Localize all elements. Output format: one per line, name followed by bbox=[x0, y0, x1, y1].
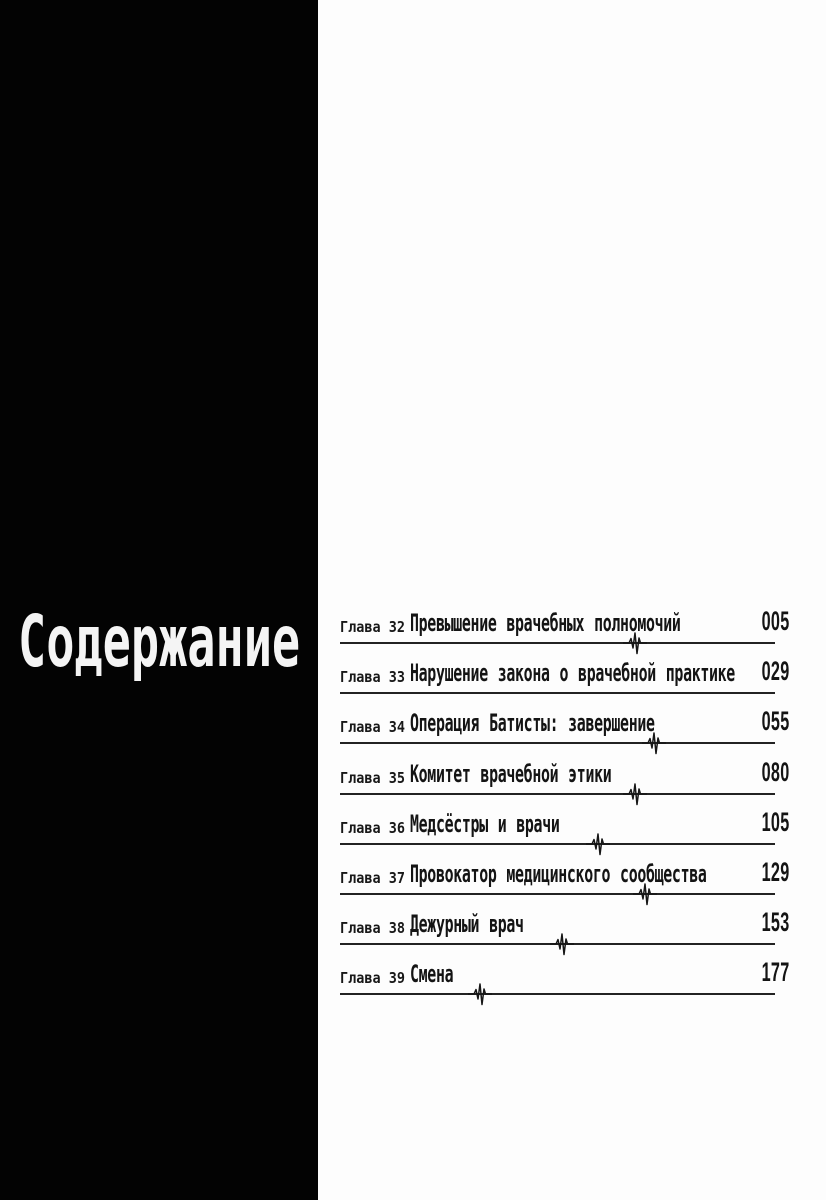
toc-entry bbox=[340, 602, 790, 644]
chapter-label: Глава 39 bbox=[340, 969, 406, 987]
page-title: Содержание bbox=[18, 600, 301, 683]
chapter-label: Глава 36 bbox=[340, 819, 406, 837]
chapter-label: Глава 34 bbox=[340, 718, 406, 736]
chapter-title: Провокатор медицинского сообщества bbox=[410, 860, 707, 888]
chapter-label: Глава 32 bbox=[340, 618, 406, 636]
toc-entry-row bbox=[340, 953, 790, 988]
entry-rule bbox=[340, 943, 775, 945]
chapter-label: Глава 37 bbox=[340, 869, 406, 887]
chapter-title: Дежурный врач bbox=[410, 910, 524, 938]
toc-entry-row bbox=[340, 652, 790, 687]
toc-entry bbox=[340, 702, 790, 744]
chapter-page-number: 177 bbox=[762, 957, 790, 987]
chapter-title: Операция Батисты: завершение bbox=[410, 709, 655, 737]
chapter-page-number: 105 bbox=[762, 807, 790, 837]
chapter-page-number: 029 bbox=[762, 656, 790, 686]
chapter-title: Смена bbox=[410, 960, 454, 988]
toc-entry bbox=[340, 953, 790, 995]
toc-entry bbox=[340, 853, 790, 895]
entry-rule bbox=[340, 843, 775, 845]
toc-entry-row bbox=[340, 702, 790, 737]
entry-rule bbox=[340, 793, 775, 795]
chapter-page-number: 055 bbox=[762, 706, 790, 736]
chapter-page-number: 153 bbox=[762, 907, 790, 937]
entry-rule bbox=[340, 893, 775, 895]
chapter-label: Глава 33 bbox=[340, 668, 406, 686]
toc-entry bbox=[340, 753, 790, 795]
chapter-label: Глава 35 bbox=[340, 769, 406, 787]
toc-entry-row bbox=[340, 602, 790, 637]
entry-rule bbox=[340, 642, 775, 644]
chapter-title: Нарушение закона о врачебной практике bbox=[410, 659, 735, 687]
toc-entry-row bbox=[340, 753, 790, 788]
toc-entry bbox=[340, 803, 790, 845]
toc-entry-row bbox=[340, 853, 790, 888]
chapter-page-number: 005 bbox=[762, 606, 790, 636]
entry-rule bbox=[340, 692, 775, 694]
heartbeat-icon bbox=[468, 981, 492, 1007]
chapter-page-number: 129 bbox=[762, 857, 790, 887]
toc-entry bbox=[340, 903, 790, 945]
chapter-title: Комитет врачебной этики bbox=[410, 760, 612, 788]
entry-rule bbox=[340, 742, 775, 744]
chapter-label: Глава 38 bbox=[340, 919, 406, 937]
entry-rule bbox=[340, 993, 775, 995]
chapter-page-number: 080 bbox=[762, 757, 790, 787]
toc-entry bbox=[340, 652, 790, 694]
chapter-title: Медсёстры и врачи bbox=[410, 810, 560, 838]
toc-entry-row bbox=[340, 803, 790, 838]
chapter-title: Превышение врачебных полномочий bbox=[410, 609, 681, 637]
